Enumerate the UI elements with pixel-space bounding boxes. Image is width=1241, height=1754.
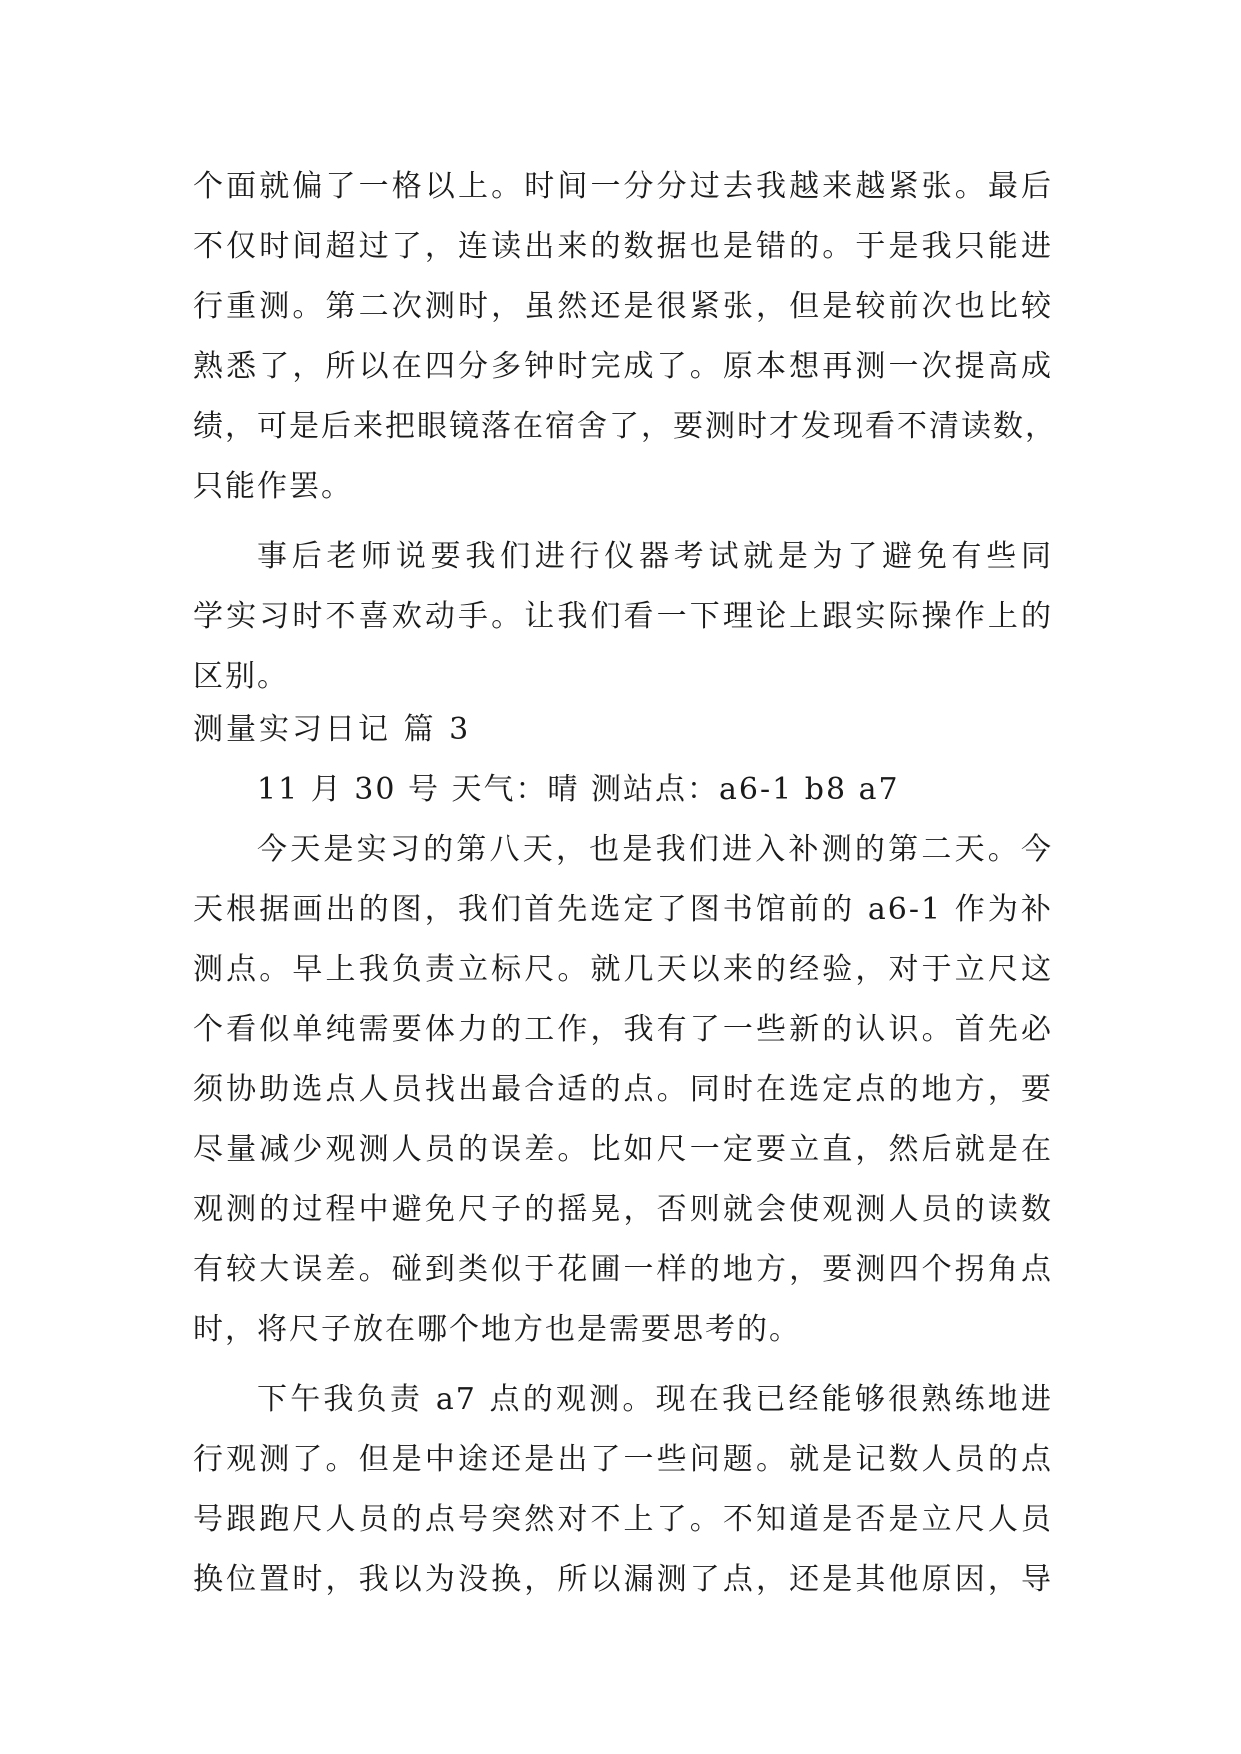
text-line: 尽量减少观测人员的误差。比如尺一定要立直，然后就是在 [193,1132,1053,1167]
text-line: 区别。 [193,659,289,694]
text-line: 时，将尺子放在哪个地方也是需要思考的。 [193,1312,801,1347]
text-line: 行重测。第二次测时，虽然还是很紧张，但是较前次也比较 [193,289,1053,324]
text-line: 号跟跑尺人员的点号突然对不上了。不知道是否是立尺人员 [193,1502,1053,1537]
text-line: 学实习时不喜欢动手。让我们看一下理论上跟实际操作上的 [193,599,1053,634]
text-line: 行观测了。但是中途还是出了一些问题。就是记数人员的点 [193,1442,1053,1477]
date-weather-line: 11 月 30 号 天气：晴 测站点：a6-1 b8 a7 [257,772,900,807]
text-line: 今天是实习的第八天，也是我们进入补测的第二天。今 [257,832,1053,867]
text-line: 天根据画出的图，我们首先选定了图书馆前的 a6-1 作为补 [193,892,1053,927]
text-line: 下午我负责 a7 点的观测。现在我已经能够很熟练地进 [257,1382,1053,1417]
text-line: 有较大误差。碰到类似于花圃一样的地方，要测四个拐角点 [193,1252,1053,1287]
text-line: 绩，可是后来把眼镜落在宿舍了，要测时才发现看不清读数， [193,409,1057,444]
text-line: 个面就偏了一格以上。时间一分分过去我越来越紧张。最后 [193,169,1053,204]
text-line: 须协助选点人员找出最合适的点。同时在选定点的地方，要 [193,1072,1053,1107]
text-line: 换位置时，我以为没换，所以漏测了点，还是其他原因，导 [193,1562,1053,1597]
text-line: 事后老师说要我们进行仪器考试就是为了避免有些同 [257,539,1053,574]
text-line: 个看似单纯需要体力的工作，我有了一些新的认识。首先必 [193,1012,1053,1047]
text-line: 熟悉了，所以在四分多钟时完成了。原本想再测一次提高成 [193,349,1053,384]
text-line: 只能作罢。 [193,469,353,504]
text-line: 不仅时间超过了，连读出来的数据也是错的。于是我只能进 [193,229,1053,264]
text-line: 测点。早上我负责立标尺。就几天以来的经验，对于立尺这 [193,952,1053,987]
text-line: 观测的过程中避免尺子的摇晃，否则就会使观测人员的读数 [193,1192,1053,1227]
section-heading: 测量实习日记 篇 3 [193,712,472,747]
